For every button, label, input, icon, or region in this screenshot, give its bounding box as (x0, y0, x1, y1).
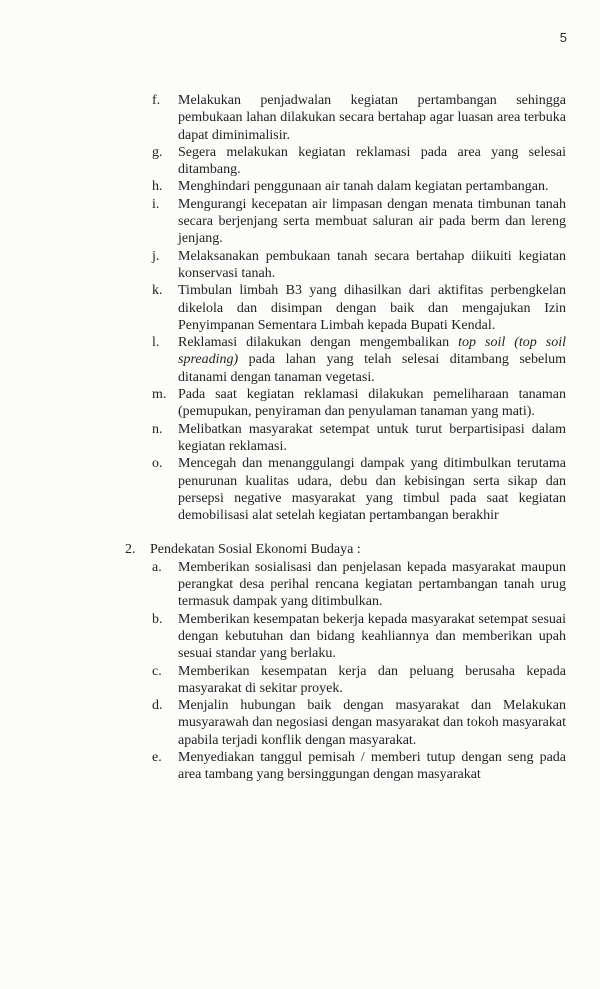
list-item-marker: h. (152, 179, 163, 195)
list-item-text: Pada saat kegiatan reklamasi dilakukan pemeliharaan tanaman (pemupukan, penyiraman dan penyulaman tanaman yang mati). (178, 387, 566, 420)
section2-letter-list (152, 559, 566, 784)
list-item-marker: m. (152, 387, 167, 403)
list-item-marker: d. (152, 698, 163, 714)
document-content (0, 92, 600, 784)
list-item-text: Menjalin hubungan baik dengan masyarakat dan Melakukan musyarawah dan negosiasi dengan masyarakat dan tokoh masyarakat apabila terjadi konflik dengan masyarakat. (178, 698, 566, 748)
list-item-text: Memberikan kesempatan kerja dan peluang berusaha kepada masyarakat di sekitar proyek. (178, 663, 566, 696)
list-item (152, 248, 566, 283)
list-item (152, 92, 566, 144)
list-item-text: Melibatkan masyarakat setempat untuk turut berpartisipasi dalam kegiatan reklamasi. (178, 421, 566, 454)
list-item (152, 282, 566, 334)
list-item-marker: c. (152, 663, 162, 679)
list-item-text: Menghindari penggunaan air tanah dalam kegiatan pertambangan. (178, 179, 549, 195)
list-item-marker: o. (152, 456, 163, 472)
list-item-marker: k. (152, 283, 163, 299)
list-item-text: Mengurangi kecepatan air limpasan dengan menata timbunan tanah secara berjenjang serta membuat saluran air pada berm dan lereng jenjang. (178, 196, 566, 247)
section2-heading (125, 541, 566, 558)
list-item-text: Melakukan penjadwalan kegiatan pertambangan sehingga pembukaan lahan dilakukan secara bertahap agar luasan area terbuka dapat diminimalisir. (178, 93, 566, 143)
list-item (152, 334, 566, 386)
list-item (152, 421, 566, 456)
section1-letter-list (152, 92, 566, 524)
list-item (152, 663, 566, 698)
list-item (152, 144, 566, 179)
list-item-marker: b. (152, 611, 163, 627)
page-number: 5 (559, 30, 567, 45)
list-item (152, 196, 566, 248)
list-item-text: Memberikan kesempatan bekerja kepada masyarakat setempat sesuai dengan kebutuhan dan bidang keahliannya dan memberikan upah sesuai standar yang berlaku. (178, 611, 566, 662)
list-item (152, 455, 566, 524)
list-item-marker: e. (152, 749, 162, 765)
list-item-text: Menyediakan tanggul pemisah / memberi tutup dengan seng pada area tambang yang bersinggungan dengan masyarakat (178, 749, 566, 783)
list-item-marker: f. (152, 93, 161, 108)
list-item-text: Timbulan limbah B3 yang dihasilkan dari aktifitas perbengkelan dikelola dan disimpan dengan baik dan mengajukan Izin Penyimpanan Sementara Limbah kepada Bupati Kendal. (178, 283, 566, 333)
list-item-text: Segera melakukan kegiatan reklamasi pada area yang selesai ditambang. (178, 144, 566, 178)
section2-marker: 2. (125, 542, 136, 558)
list-item (152, 749, 566, 784)
list-item (152, 559, 566, 611)
list-item-marker: n. (152, 421, 163, 437)
list-item-text: Melaksanakan pembukaan tanah secara bertahap diikuiti kegiatan konservasi tanah. (178, 248, 566, 281)
list-item (152, 697, 566, 749)
list-item-text: Reklamasi dilakukan dengan mengembalikan top soil (top soil spreading) pada lahan yang telah selesai ditambang sebelum ditanami dengan tanaman vegetasi. (178, 335, 567, 385)
list-item (152, 611, 566, 663)
list-item-marker: j. (152, 248, 160, 264)
list-item-marker: g. (152, 144, 163, 160)
list-item-marker: a. (152, 559, 162, 575)
list-item (152, 178, 566, 195)
list-item-text: Mencegah dan menanggulangi dampak yang ditimbulkan terutama penurunan kualitas udara, debu dan kebisingan serta sikap dan persepsi negative masyarakat yang timbul pada saat kegiatan demobilisasi alat setelah kegiatan pertambangan berakhir (178, 456, 566, 524)
section2-title: Pendekatan Sosial Ekonomi Budaya : (150, 542, 361, 558)
list-item-marker: i. (152, 196, 160, 212)
list-item (152, 386, 566, 421)
list-item-text: Memberikan sosialisasi dan penjelasan kepada masyarakat maupun perangkat desa perihal rencana kegiatan pertambangan tanah urug termasuk dampak yang ditimbulkan. (178, 559, 566, 610)
list-item-marker: l. (152, 335, 160, 351)
